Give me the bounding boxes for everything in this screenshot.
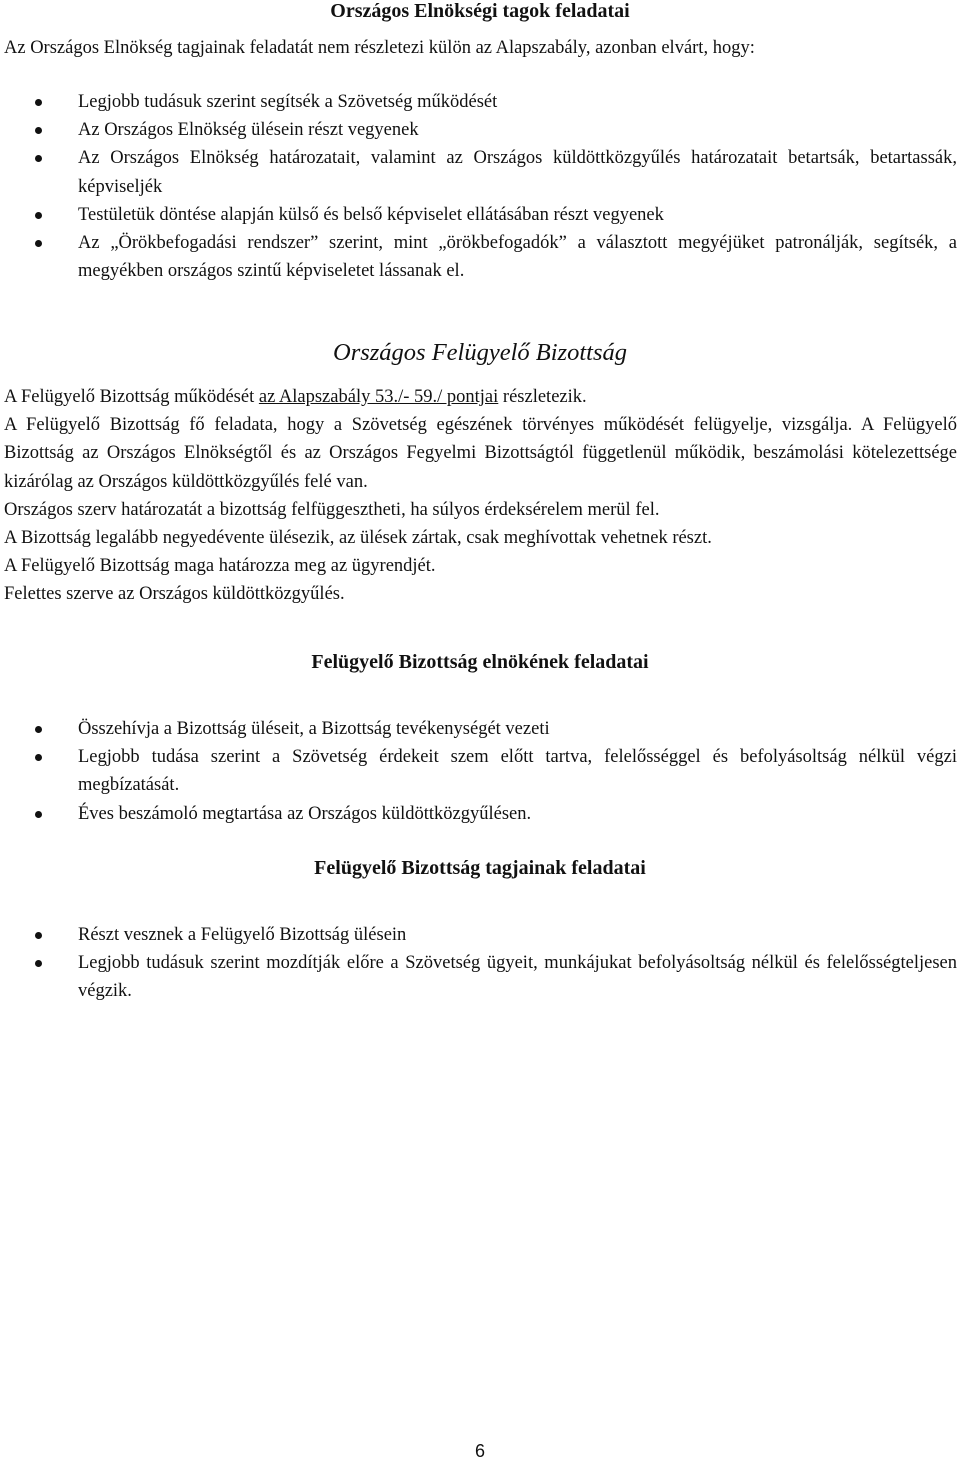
bullet-icon xyxy=(35,754,42,761)
bullet-icon xyxy=(35,212,42,219)
statute-reference: az Alapszabály 53./- 59./ pontjai xyxy=(258,387,499,407)
bullet-icon xyxy=(35,155,42,162)
meeting-paragraph: A Bizottság legalább negyedévente ülésezik, az ülések zártak, csak meghívottak vehetnek részt. xyxy=(4,528,712,549)
bullet-icon xyxy=(35,99,42,106)
statute-reference-line: A Felügyelő Bizottság működését az Alapszabály 53./- 59./ pontjai részletezik. xyxy=(4,387,587,407)
list-item: Legjobb tudása szerint a Szövetség érdekeit szem előtt tartva, felelősséggel és befolyásoltság nélkül végzi megbízatását. xyxy=(0,743,960,799)
intro-paragraph xyxy=(4,34,957,62)
rules-paragraph: A Felügyelő Bizottság maga határozza meg az ügyrendjét. xyxy=(4,556,436,577)
list-item: Testületük döntése alapján külső és belső képviselet ellátásában részt vegyenek xyxy=(0,201,960,229)
list-item: Összehívja a Bizottság üléseit, a Bizottság tevékenységét vezeti xyxy=(0,715,960,743)
elnok-task-list xyxy=(0,715,960,828)
section-title-tagok-feladatai: Felügyelő Bizottság tagjainak feladatai xyxy=(314,857,646,879)
list-item: Az „Örökbefogadási rendszer” szerint, mint „örökbefogadók” a választott megyéjüket patronálják, segítsék, a megyékben országos szintű képviseletet lássanak el. xyxy=(0,229,960,285)
suspension-paragraph: Országos szerv határozatát a bizottság felfüggesztheti, ha súlyos érdeksérelem merül fel. xyxy=(4,499,660,520)
main-duty-paragraph: A Felügyelő Bizottság fő feladata, hogy a Szövetség egészének törvényes működését felügyelje, vizsgálja. A Felügyelő Bizottság az Országos Elnökségtől és az Országos Fegyelmi Bizottságtól függetlenül működik, beszámolási kötelezettsége kizárólag az Országos küldöttközgyűlés felé van. xyxy=(4,415,957,492)
bullet-icon xyxy=(35,726,42,733)
section-title-felugyelo-bizottsag: Országos Felügyelő Bizottság xyxy=(333,339,627,366)
felugyelo-bizottsag-body xyxy=(4,383,957,609)
tagok-task-list xyxy=(0,921,960,1006)
list-item: Részt vesznek a Felügyelő Bizottság ülésein xyxy=(0,921,960,949)
superior-body-paragraph: Felettes szerve az Országos küldöttközgyűlés. xyxy=(4,584,345,605)
list-item: Legjobb tudásuk szerint segítsék a Szövetség működését xyxy=(0,88,960,116)
bullet-icon xyxy=(35,127,42,134)
list-item: Legjobb tudásuk szerint mozdítják előre a Szövetség ügyeit, munkájukat befolyásoltság nélkül és felelősségteljesen végzik. xyxy=(0,949,960,1005)
section-title-elnok-feladatai: Felügyelő Bizottság elnökének feladatai xyxy=(311,651,649,673)
section-title-elnokseg: Országos Elnökségi tagok feladatai xyxy=(330,0,630,22)
list-item: Éves beszámoló megtartása az Országos küldöttközgyűlésen. xyxy=(0,800,960,828)
bullet-icon xyxy=(35,960,42,967)
list-item: Az Országos Elnökség ülésein részt vegyenek xyxy=(0,116,960,144)
bullet-icon xyxy=(35,932,42,939)
bullet-icon xyxy=(35,240,42,247)
intro-text: Az Országos Elnökség tagjainak feladatát nem részletezi külön az Alapszabály, azonban elvárt, hogy: xyxy=(4,38,755,58)
page-number: 6 xyxy=(474,1441,485,1461)
list-item: Az Országos Elnökség határozatait, valamint az Országos küldöttközgyűlés határozatait betartsák, betartassák, képviseljék xyxy=(0,144,960,200)
elnokseg-task-list xyxy=(0,88,960,285)
bullet-icon xyxy=(35,811,42,818)
